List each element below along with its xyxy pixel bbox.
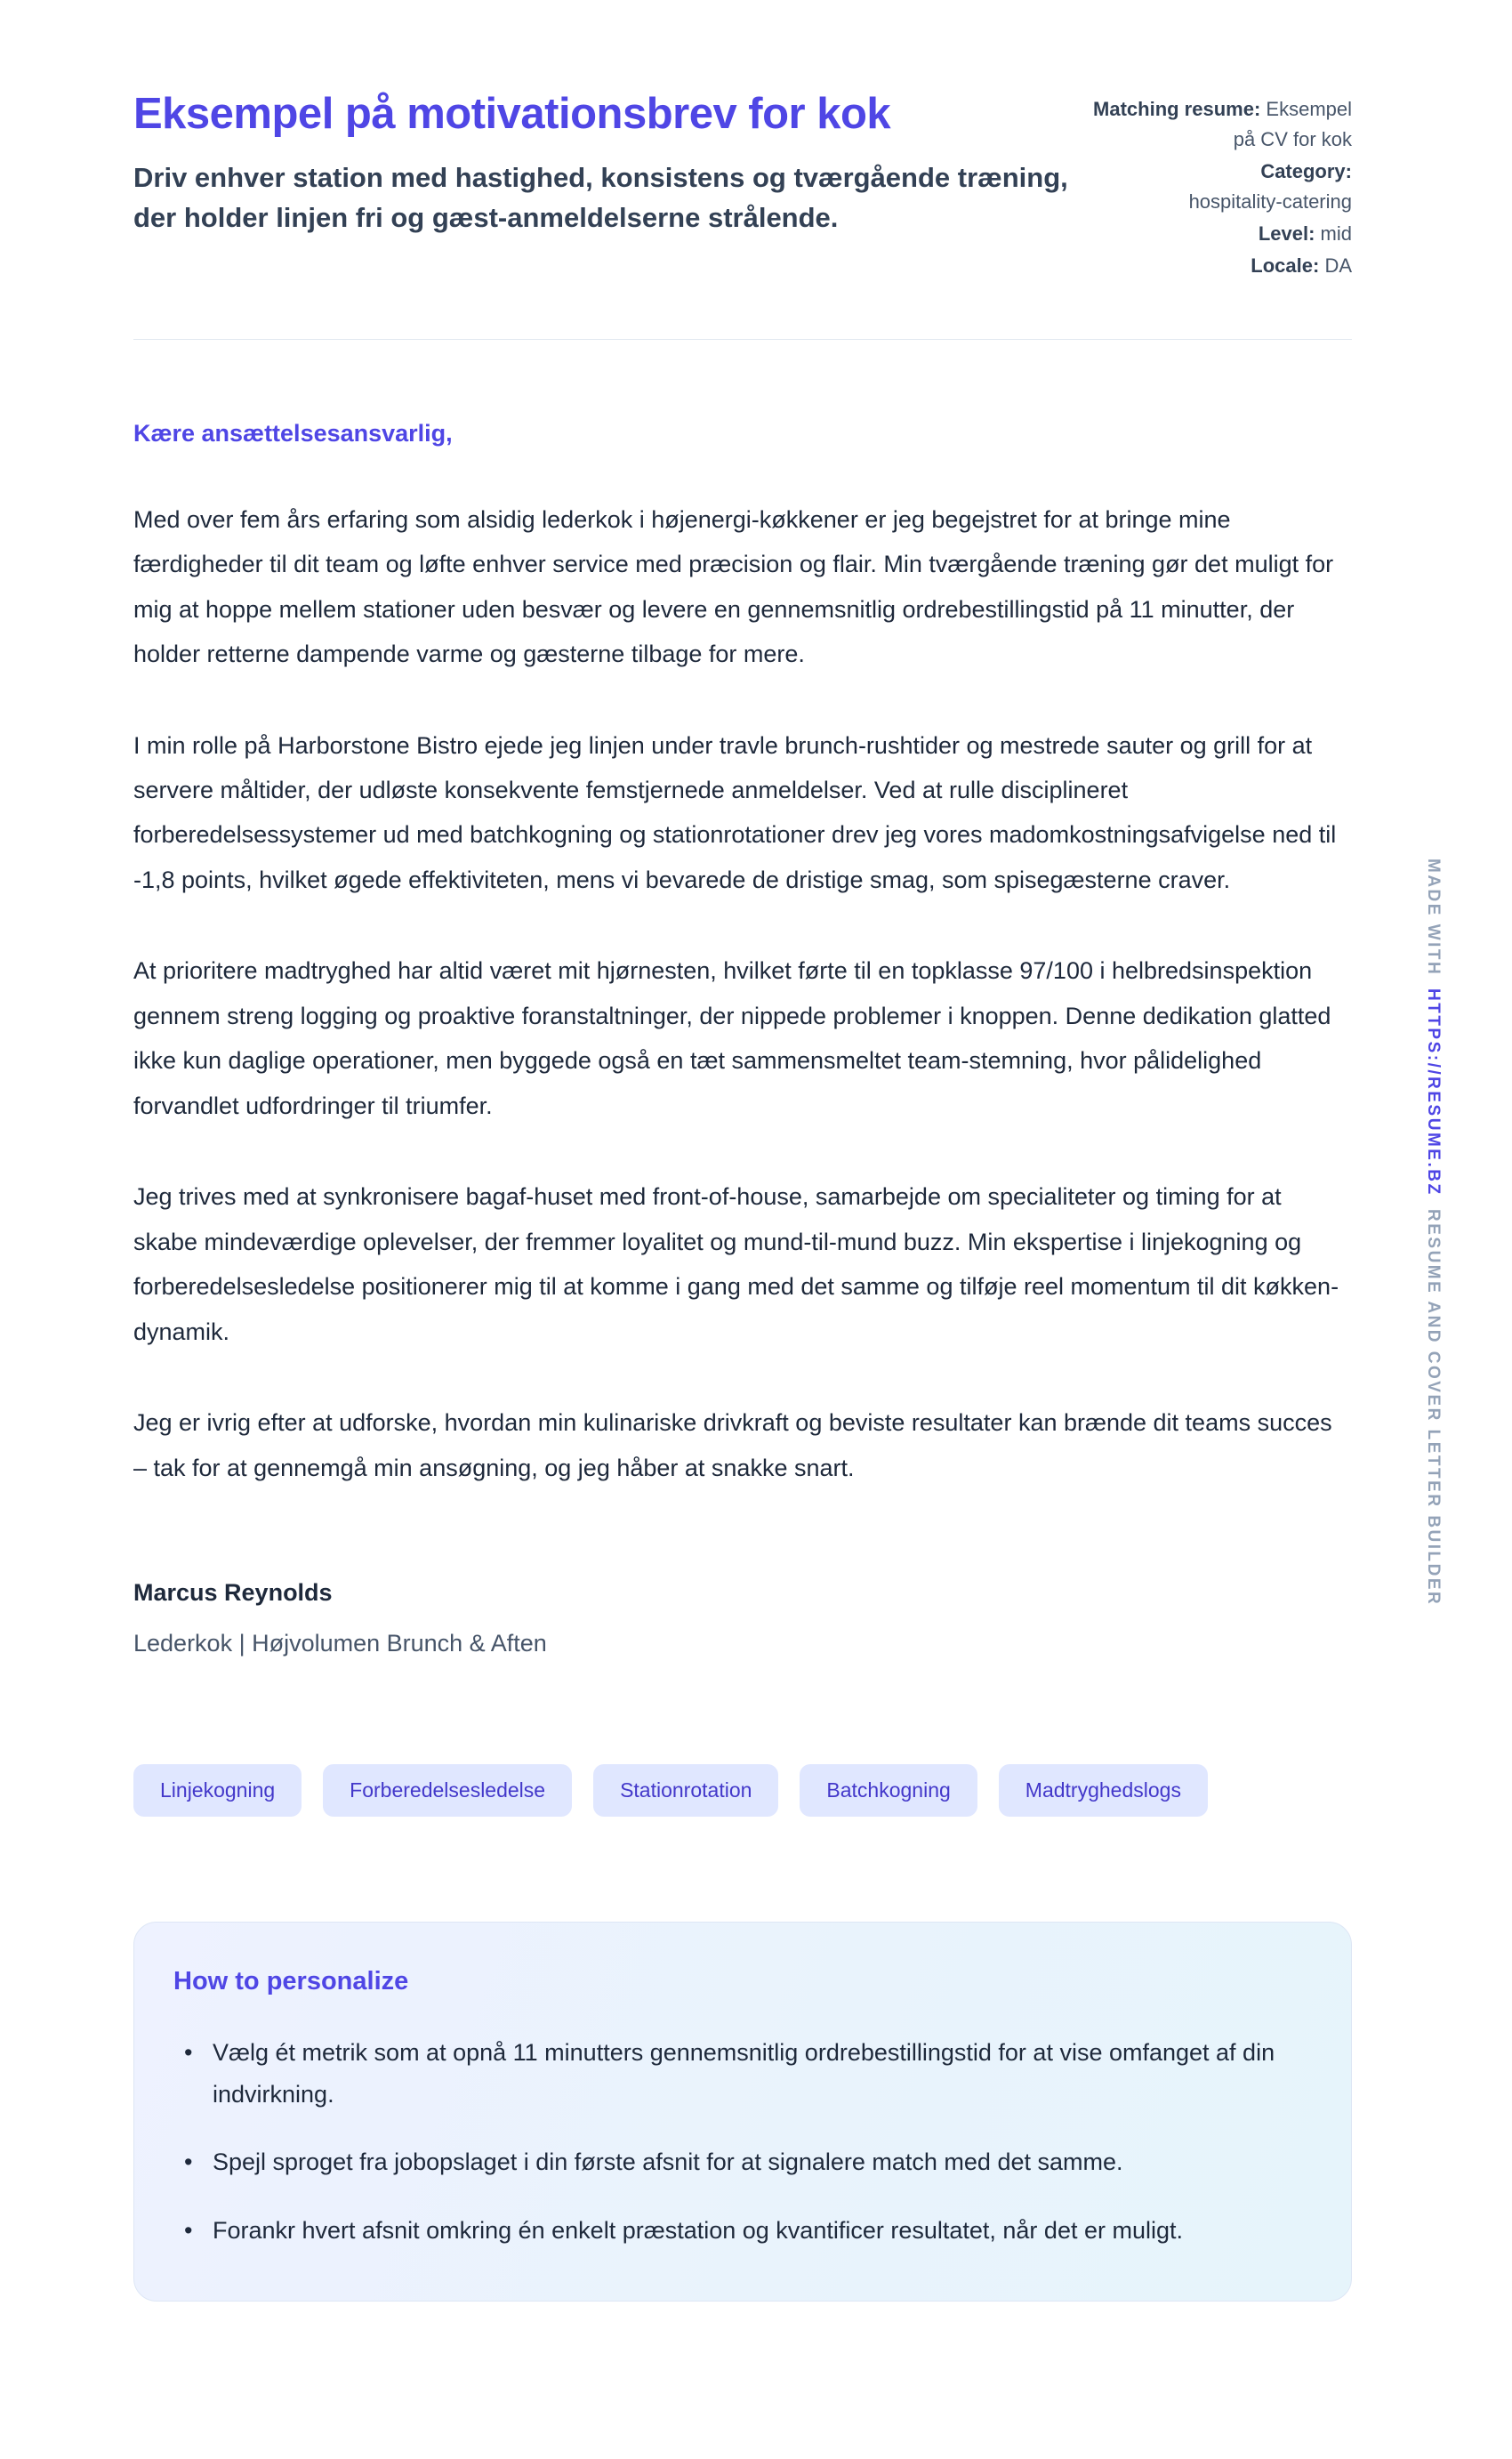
header-divider [133, 339, 1352, 340]
letter-paragraph: Jeg trives med at synkronisere bagaf-huset med front-of-house, samarbejde om specialiteter og timing for at skabe mindeværdige oplevelser, der fremmer loyalitet og mund-til-mund buzz. Min ekspertise i linjekogning og forberedelsesledelse positionerer mig til at komme i gang med det samme og tilføje reel momentum til dit køkken-dynamik. [133, 1183, 1339, 1345]
page-title: Eksempel på motivationsbrev for kok [133, 90, 891, 138]
personalize-list [173, 2032, 1301, 2251]
skill-tag: Linjekogning [133, 1764, 302, 1817]
skill-tag: Batchkogning [800, 1764, 977, 1817]
personalize-title: How to personalize [173, 1967, 409, 1996]
personalize-tip: • Forankr hvert afsnit omkring én enkelt præstation og kvantificer resultatet, når det er muligt. [173, 2210, 1301, 2251]
credits-prefix: MADE WITH [1424, 859, 1443, 977]
meta-matching-resume-label: Matching resume: [1093, 98, 1261, 120]
credits-suffix: RESUME AND COVER LETTER BUILDER [1424, 1208, 1443, 1607]
letter-paragraph: Jeg er ivrig efter at udforske, hvordan min kulinariske drivkraft og beviste resultater kan brænde dit teams succes – tak for at gennemgå min ansøgning, og jeg håber at snakke snart. [133, 1409, 1332, 1481]
header [133, 89, 1352, 284]
meta-level-label: Level: [1258, 222, 1315, 246]
meta-category-value: hospitality-catering [1188, 190, 1352, 214]
meta-locale-label: Locale: [1251, 254, 1320, 278]
credits-url-link[interactable]: HTTPS://RESUME.BZ [1424, 988, 1443, 1197]
signature-role: Lederkok | Højvolumen Brunch & Aften [133, 1630, 547, 1657]
credits-sidebar [1423, 859, 1443, 1607]
letter-paragraph: At prioritere madtryghed har altid været mit hjørnesten, hvilket førte til en topklasse 97/100 i helbredsinspektion gennem streng logging og proaktive foranstaltninger, der nippede problemer i knoppen. Denne dedikation glatted ikke kun daglige operationer, men byggede også en tæt sammensmeltet team-stemning, hvor pålidelighed forvandlet udfordringer til triumfer. [133, 957, 1331, 1119]
meta-locale [1089, 251, 1352, 281]
meta-matching-resume-value: Eksempel på CV for kok [1233, 98, 1352, 151]
skill-tag: Stationrotation [593, 1764, 778, 1817]
signature-name: Marcus Reynolds [133, 1579, 333, 1607]
page-subtitle: Driv enhver station med hastighed, konsistens og tværgående træning, der holder linjen fri og gæst-anmeldelserne strålende. [133, 162, 1068, 233]
meta-level-value: mid [1320, 222, 1352, 246]
personalize-tip: • Spejl sproget fra jobopslaget i din første afsnit for at signalere match med det samme. [173, 2141, 1301, 2182]
personalize-tip: • Vælg ét metrik som at opnå 11 minutters gennemsnitlig ordrebestillingstid for at vise omfanget af din indvirkning. [173, 2032, 1301, 2115]
letter-paragraph: Med over fem års erfaring som alsidig lederkok i højenergi-køkkener er jeg begejstret for at bringe mine færdigheder til dit team og løfte enhver service med præcision og flair. Min tværgående træning gør det muligt for mig at hoppe mellem stationer uden besvær og levere en gennemsnitlig ordrebestillingstid på 11 minutter, der holder retterne dampende varme og gæsterne tilbage for mere. [133, 505, 1334, 668]
signature-block [133, 1579, 1352, 1657]
letter-body [133, 497, 1352, 1491]
skill-tag: Forberedelsesledelse [323, 1764, 572, 1817]
meta-matching-resume [1089, 94, 1352, 155]
meta-category-label: Category: [1260, 160, 1352, 183]
letter-greeting: Kære ansættelsesansvarlig, [133, 419, 453, 447]
skill-tags [133, 1764, 1352, 1817]
meta-category [1089, 157, 1352, 217]
personalize-card [133, 1922, 1352, 2302]
header-title-block [133, 89, 1089, 238]
letter-paragraph: I min rolle på Harborstone Bistro ejede jeg linjen under travle brunch-rushtider og mestrede sauter og grill for at servere måltider, der udløste konsekvente femstjernede anmeldelser. Ved at rulle disciplineret forberedelsessystemer ud med batchkogning og stationrotationer drev jeg vores madomkostningsafvigelse ned til -1,8 points, hvilket øgede effektiviteten, mens vi bevarede de dristige smag, som spisegæsterne craver. [133, 731, 1337, 893]
meta-locale-value: DA [1324, 254, 1352, 278]
skill-tag: Madtryghedslogs [999, 1764, 1208, 1817]
meta-level [1089, 219, 1352, 249]
meta-panel [1089, 89, 1352, 284]
